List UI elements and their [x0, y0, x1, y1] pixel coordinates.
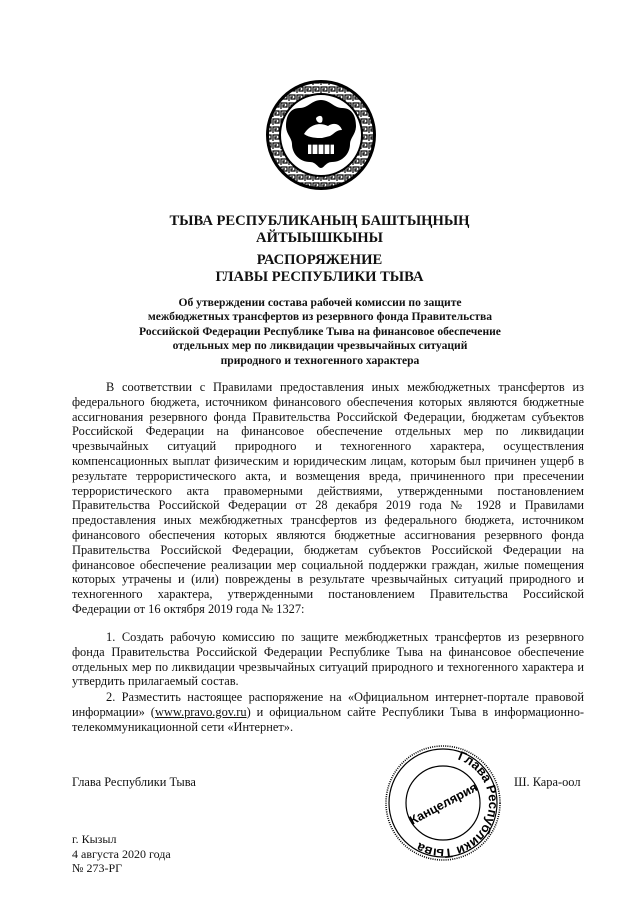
- footer-date: 4 августа 2020 года: [72, 846, 171, 861]
- footer-city: г. Кызыл: [72, 832, 117, 846]
- item-2-text-before: 2. Разместить настоящее распоряжение на «Официальном интернет-портале правовой информации» (: [72, 690, 584, 719]
- stamp-inner-text: Канцелярия: [407, 780, 480, 828]
- subject-line-3: Российской Федерации Республике Тыва на финансовое обеспечение: [139, 324, 501, 338]
- stamp-outer-text: Глава Республики Тыва: [413, 748, 502, 862]
- subject-line-4: отдельных мер по ликвидации чрезвычайных ситуаций: [172, 339, 468, 353]
- document-subject: [90, 296, 550, 368]
- document-footer: [72, 832, 171, 876]
- paragraph-item-1: 1. Создать рабочую комиссию по защите межбюджетных трансфертов из резервного фонда Правительства Российской Федерации Республике Тыва на финансовое обеспечение отдельных мер по ликвидации чрезвычайных ситуаций природного и техногенного характера и утвердить прилагаемый состав.: [72, 630, 584, 689]
- footer-number: № 273-РГ: [72, 861, 123, 876]
- paragraph-preamble: В соответствии с Правилами предоставления иных межбюджетных трансфертов из федерального бюджета, источником финансового обеспечения которых являются бюджетные ассигнования резервного фонда Правительства Российской Федерации, бюджетам субъектов Российской Федерации на финансовое обеспечение отдельных мер по ликвидации чрезвычайных ситуаций природного и техногенного характера, осуществления компенсационных выплат физическим и юридическим лицам, которым был причинен ущерб в результате террористического акта, и возмещения вреда, причиненного при пресечении террористического акта правомерными действиями, утвержденными постановлением Правительства Российской Федерации от 28 декабря 2019 года № 1928 и Правилами предоставления иных межбюджетных трансфертов из федерального бюджета, источником финансового обеспечения которых являются бюджетные ассигнования резервного фонда Правительства Российской Федерации, бюджетам субъектов Российской Федерации на финансовое обеспечение реализации мер социальной поддержки граждан, жилые помещения которых утрачены и (или) повреждены в результате чрезвычайных ситуаций природного и техногенного характера, утвержденными постановлением Правительства Российской Федерации от 16 октября 2019 года № 1327:: [72, 380, 584, 616]
- subject-line-5: природного и техногенного характера: [220, 353, 420, 367]
- header-title-russian: [0, 252, 639, 286]
- header-title-tuvan: [0, 213, 639, 247]
- signature-position: Глава Республики Тыва: [72, 775, 196, 789]
- subject-line-2: межбюджетных трансфертов из резервного фонда Правительства: [147, 310, 493, 324]
- header-line-2: АЙТЫЫШКЫНЫ: [256, 230, 383, 246]
- header-line-1: ТЫВА РЕСПУБЛИКАНЫҢ БАШТЫҢНЫҢ: [169, 213, 470, 229]
- paragraph-item-2: [72, 690, 584, 734]
- body-section-publication: [72, 690, 584, 734]
- body-section-preamble: [72, 380, 584, 617]
- subject-line-1: Об утверждении состава рабочей комиссии по защите: [178, 296, 462, 309]
- official-stamp: [384, 744, 502, 862]
- header-line-3: РАСПОРЯЖЕНИЕ: [256, 252, 383, 268]
- pravo-gov-link[interactable]: www.pravo.gov.ru: [154, 704, 247, 719]
- item-2-text-after: ) и официальном сайте Республики Тыва в информационно-телекоммуникационной сети «Интернет».: [72, 704, 585, 734]
- header-line-4: ГЛАВЫ РЕСПУБЛИКИ ТЫВА: [215, 269, 424, 285]
- signature-name: Ш. Кара-оол: [514, 775, 581, 789]
- coat-of-arms-emblem: [264, 78, 378, 192]
- body-section-decision: [72, 630, 584, 689]
